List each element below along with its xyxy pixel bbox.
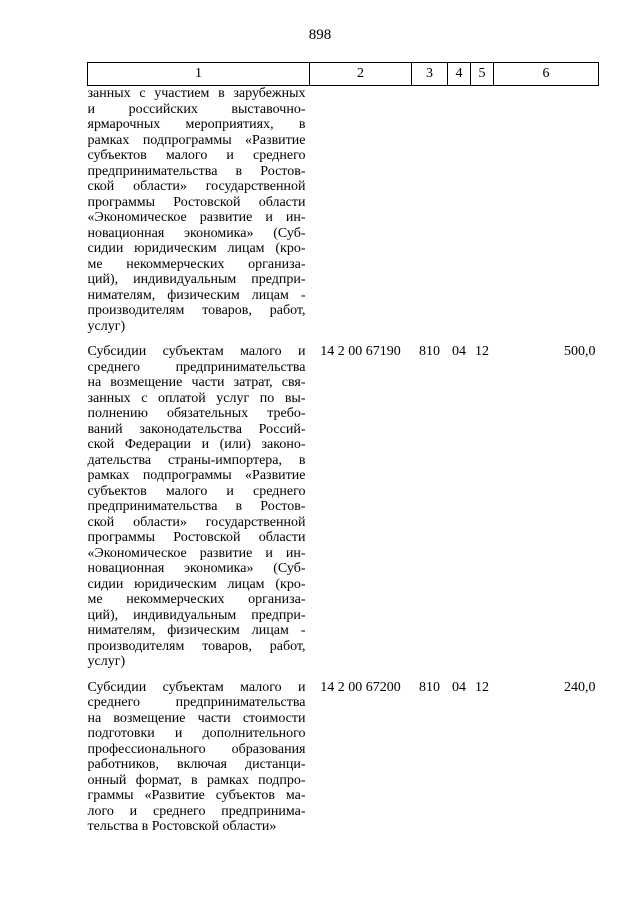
section-code: 04	[452, 344, 466, 359]
amount-value	[494, 86, 599, 335]
description-line: нимателям, физическим лицам -	[87, 287, 306, 303]
subsection-code: 12	[475, 344, 489, 359]
description-line: граммы «Развитие субъектов ма-	[87, 788, 306, 803]
column-header: 1	[88, 63, 310, 86]
column-header: 6	[494, 63, 599, 86]
description-line: ской области» государственной	[87, 179, 306, 194]
description-line: производителям товаров, работ,	[87, 303, 306, 318]
description-line: среднего предпринимательства	[87, 359, 306, 375]
description-line: ций), индивидуальным предпри-	[87, 607, 306, 623]
description-line: услуг)	[87, 318, 126, 334]
description-line: дательства страны-импортера, в	[87, 452, 306, 468]
description-line: услуг)	[87, 654, 126, 669]
description-line: рамках подпрограммы «Развитие	[87, 468, 306, 483]
description-line: ме некоммерческих организа-	[87, 256, 306, 272]
row-spacer	[88, 334, 599, 344]
description-line: подготовки и дополнительного	[87, 726, 306, 741]
description-line: полнению обязательных требо-	[87, 406, 306, 421]
subsection-code	[471, 86, 494, 335]
description-line: «Экономическое развитие и ин-	[87, 210, 306, 225]
target-article-code	[310, 86, 412, 335]
description-line: ций), индивидуальным предпри-	[87, 272, 306, 287]
expense-type-code: 810	[419, 679, 440, 695]
description-line: новационная экономика» (Суб-	[87, 561, 306, 576]
column-header: 5	[471, 63, 494, 86]
description-line: онный формат, в рамках подпро-	[87, 772, 306, 788]
target-article-code: 14 2 00 67190	[320, 344, 401, 359]
amount-value: 500,0	[564, 344, 596, 359]
table-row	[88, 86, 599, 335]
description-line: Субсидии субъектам малого и	[87, 344, 306, 359]
description-line: на возмещение части затрат, свя-	[87, 375, 306, 390]
description-line: нимателям, физическим лицам -	[87, 623, 306, 638]
amount-value: 240,0	[564, 679, 596, 695]
table-row	[88, 680, 599, 835]
budget-table	[87, 62, 599, 835]
description-line: ваний законодательства Россий-	[87, 421, 306, 437]
section-code	[448, 86, 471, 335]
description-cell	[88, 344, 310, 670]
description-line: программы Ростовской области	[87, 194, 306, 210]
table-row	[88, 344, 599, 670]
page-number: 898	[308, 27, 332, 43]
description-line: субъектов малого и среднего	[87, 483, 306, 499]
description-line: сидии юридическим лицам (кро-	[87, 241, 306, 256]
description-line: предпринимательства в Ростов-	[87, 499, 306, 514]
description-line: рамках подпрограммы «Развитие	[87, 132, 306, 148]
description-line: тельства в Ростовской области»	[87, 819, 277, 834]
description-line: «Экономическое развитие и ин-	[87, 545, 306, 561]
description-line: работников, включая дистанци-	[87, 757, 306, 772]
description-line: на возмещение части стоимости	[87, 710, 306, 726]
description-line: производителям товаров, работ,	[87, 638, 306, 654]
description-line: профессионального образования	[87, 741, 306, 757]
description-line: Субсидии субъектам малого и	[87, 679, 306, 695]
description-line: ме некоммерческих организа-	[87, 592, 306, 607]
description-line: программы Ростовской области	[87, 530, 306, 545]
description-line: субъектов малого и среднего	[87, 148, 306, 163]
target-article-code: 14 2 00 67200	[320, 679, 401, 695]
expense-type-code: 810	[419, 344, 440, 359]
description-line: новационная экономика» (Суб-	[87, 225, 306, 241]
description-line: и российских выставочно-	[87, 101, 306, 117]
description-line: среднего предпринимательства	[87, 695, 306, 710]
description-cell	[88, 86, 310, 335]
description-line: сидии юридическим лицам (кро-	[87, 576, 306, 592]
section-code: 04	[452, 679, 466, 695]
description-line: занных с участием в зарубежных	[87, 86, 306, 101]
description-line: лого и среднего предпринима-	[87, 803, 306, 819]
description-cell	[88, 680, 310, 835]
column-header: 2	[310, 63, 412, 86]
column-header: 3	[412, 63, 448, 86]
table-header-row	[88, 63, 599, 86]
row-spacer	[88, 670, 599, 680]
subsection-code: 12	[475, 679, 489, 695]
description-line: ской Федерации и (или) законо-	[87, 437, 306, 452]
description-line: занных с оплатой услуг по вы-	[87, 390, 306, 406]
expense-type-code	[412, 86, 448, 335]
description-line: предпринимательства в Ростов-	[87, 163, 306, 179]
description-line: ской области» государственной	[87, 514, 306, 530]
description-line: ярмарочных мероприятиях, в	[87, 117, 306, 132]
column-header: 4	[448, 63, 471, 86]
